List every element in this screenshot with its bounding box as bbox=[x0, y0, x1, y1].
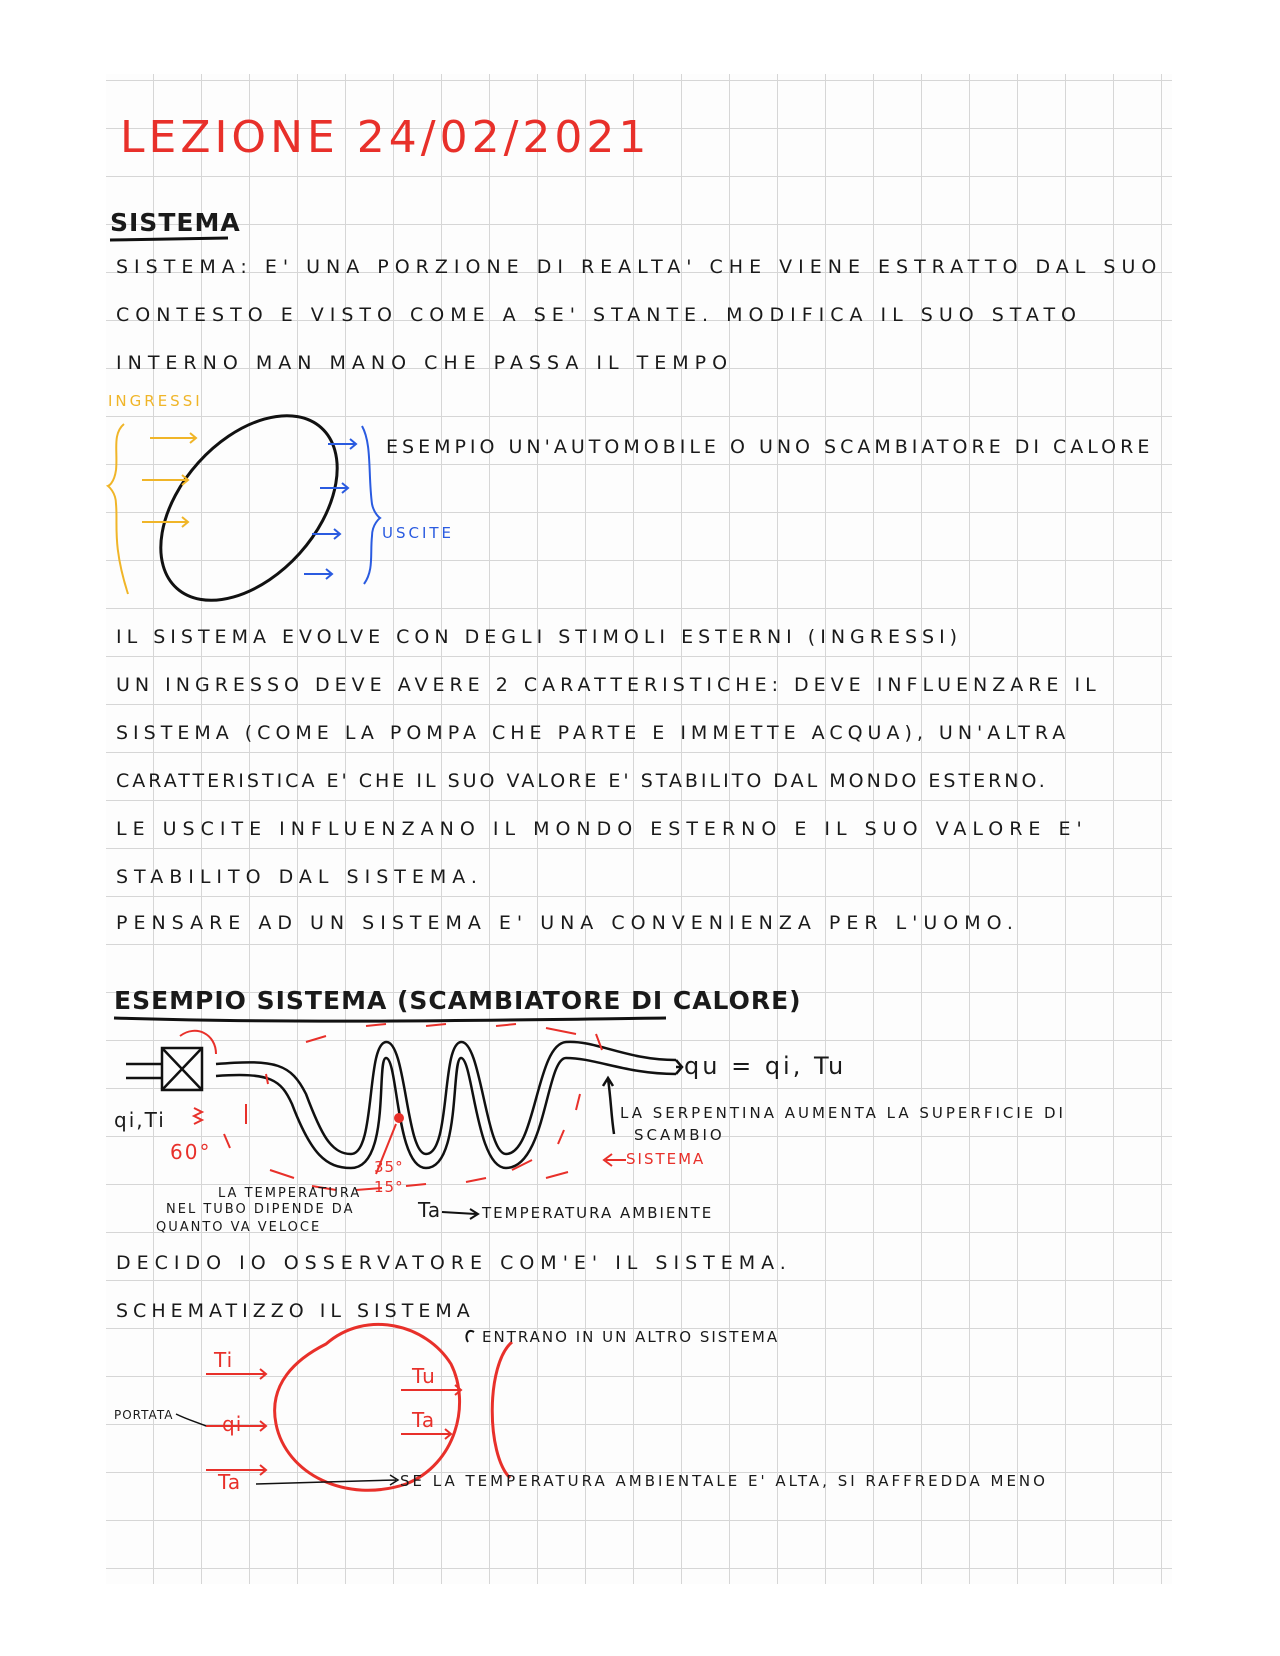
schematic-tu: Tu bbox=[412, 1364, 436, 1388]
tube-note-2: NEL TUBO DIPENDE DA bbox=[166, 1202, 355, 1217]
notebook-page bbox=[106, 74, 1172, 1584]
schematic-qi: qi bbox=[222, 1412, 243, 1436]
schematic-ta-out: Ta bbox=[412, 1408, 436, 1432]
qi-ti-label: qi,Ti bbox=[114, 1108, 166, 1132]
page-title: LEZIONE 24/02/2021 bbox=[120, 112, 651, 163]
serpentine-arrow bbox=[603, 1078, 614, 1134]
portata-label: PORTATA bbox=[114, 1408, 174, 1422]
heading2-underline bbox=[114, 1018, 666, 1021]
section-heading-example: ESEMPIO SISTEMA (SCAMBIATORE DI CALORE) bbox=[114, 986, 802, 1015]
tube-note-1: LA TEMPERATURA bbox=[218, 1186, 362, 1201]
decido-line: DECIDO IO OSSERVATORE COM'E' IL SISTEMA. bbox=[116, 1252, 792, 1274]
outputs-brace bbox=[362, 426, 380, 584]
next-system-arc bbox=[492, 1342, 512, 1478]
outputs-arrows bbox=[304, 426, 380, 584]
ta-label: Ta bbox=[418, 1198, 442, 1222]
ta-note: TEMPERATURA AMBIENTE bbox=[482, 1204, 714, 1222]
schematic-ti: Ti bbox=[214, 1348, 234, 1372]
serpentine-note-2: SCAMBIO bbox=[634, 1126, 725, 1144]
body-line-2: UN INGRESSO DEVE AVERE 2 CARATTERISTICHE: DEVE INFLUENZARE IL bbox=[116, 674, 1101, 696]
sistema-label: SISTEMA bbox=[626, 1150, 706, 1168]
body-line-3: SISTEMA (COME LA POMPA CHE PARTE E IMMETTE ACQUA), UN'ALTRA bbox=[116, 722, 1071, 744]
body-line-6: STABILITO DAL SISTEMA. bbox=[116, 866, 483, 888]
tube-note-3: QUANTO VA VELOCE bbox=[156, 1220, 322, 1235]
inputs-label: INGRESSI bbox=[108, 392, 203, 410]
serpentine-note-1: LA SERPENTINA AUMENTA LA SUPERFICIE DI bbox=[620, 1104, 1066, 1122]
heading-underline bbox=[110, 238, 228, 240]
body-line-7: PENSARE AD UN SISTEMA E' UNA CONVENIENZA PER L'UOMO. bbox=[116, 912, 1019, 934]
schematic-ta-in: Ta bbox=[218, 1470, 242, 1494]
qu-formula: qu = qi, Tu bbox=[684, 1052, 847, 1080]
bottom-note: SE LA TEMPERATURA AMBIENTALE E' ALTA, SI RAFFREDDA MENO bbox=[400, 1472, 1048, 1490]
system-ellipse bbox=[126, 382, 372, 634]
definition-line-2: CONTESTO E VISTO COME A SE' STANTE. MODIFICA IL SUO STATO bbox=[116, 304, 1083, 326]
section-heading-sistema: SISTEMA bbox=[110, 208, 241, 237]
schematizzo-line: SCHEMATIZZO IL SISTEMA bbox=[116, 1300, 475, 1322]
body-line-1: IL SISTEMA EVOLVE CON DEGLI STIMOLI ESTERNI (INGRESSI) bbox=[116, 626, 963, 648]
ta-arrow bbox=[442, 1209, 478, 1219]
temp-15: 15° bbox=[374, 1178, 404, 1196]
entrano-note: ENTRANO IN UN ALTRO SISTEMA bbox=[482, 1328, 780, 1346]
temp-60: 60° bbox=[170, 1140, 212, 1164]
definition-line-3: INTERNO MAN MANO CHE PASSA IL TEMPO bbox=[116, 352, 734, 374]
sistema-arrow bbox=[604, 1154, 626, 1166]
body-line-5: LE USCITE INFLUENZANO IL MONDO ESTERNO E IL SUO VALORE E' bbox=[116, 818, 1088, 840]
definition-line-1: SISTEMA: E' UNA PORZIONE DI REALTA' CHE VIENE ESTRATTO DAL SUO bbox=[116, 256, 1163, 278]
outputs-label: USCITE bbox=[382, 524, 455, 542]
inputs-brace bbox=[108, 424, 128, 594]
inputs-arrows bbox=[108, 424, 196, 594]
body-line-4: CARATTERISTICA E' CHE IL SUO VALORE E' STABILITO DAL MONDO ESTERNO. bbox=[116, 770, 1048, 792]
temp-35: 35° bbox=[374, 1158, 404, 1176]
example-text: ESEMPIO UN'AUTOMOBILE O UNO SCAMBIATORE DI CALORE bbox=[386, 436, 1154, 458]
